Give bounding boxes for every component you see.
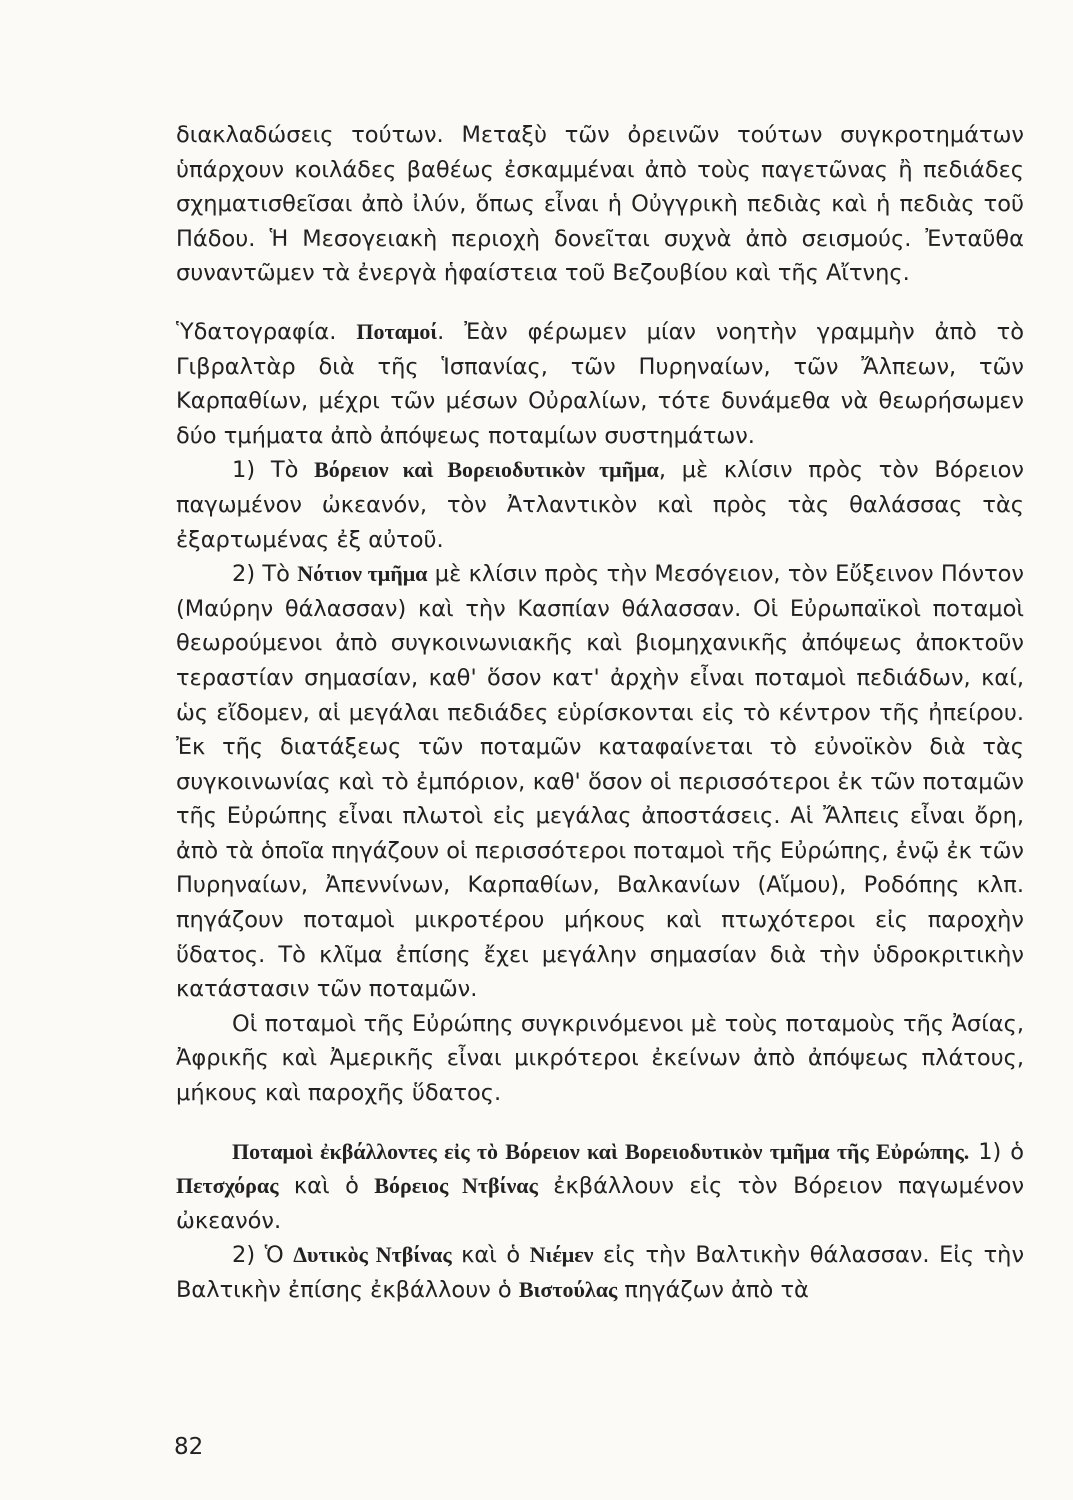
paragraph-northern-section: [176, 453, 1024, 557]
text-run: καὶ ὁ: [278, 1173, 375, 1200]
text-run: 2) Ὁ: [232, 1242, 294, 1269]
text-run: ἐκβάλλουν εἰς τὸν Βόρειον παγωμένον ὠκεανόν.: [176, 1173, 1025, 1234]
text-run: εἰς τὴν Βαλτικὴν θάλασσαν. Εἰς τὴν Βαλτικὴν ἐπίσης ἐκβάλλουν ὁ: [176, 1242, 1025, 1303]
text-run: πηγάζων ἀπὸ τὰ: [617, 1277, 809, 1303]
text-run: καὶ ὁ: [451, 1242, 530, 1269]
paragraph-mountains: [176, 118, 1024, 291]
bold-term: Νότιον τμῆμα: [297, 561, 428, 587]
river-name: Νιέμεν: [529, 1242, 594, 1268]
text-run: μὲ κλίσιν πρὸς τὴν Μεσόγειον, τὸν Εὔξεινον Πόντον (Μαύρην θάλασσαν) καὶ τὴν Κασπίαν θάλασσαν. Οἱ Εὐρωπαϊκοὶ ποταμοὶ θεωρούμενοι ἀπὸ συγκοινωνιακῆς καὶ βιομηχανικῆς ἀπόψεως ἀποκτοῦν τεραστίαν σημασίαν, καθ' ὅσον κατ' ἀρχὴν εἶναι ποταμοὶ πεδιάδων, καί, ὡς εἴδομεν, αἱ μεγάλαι πεδιάδες εὑρίσκονται εἰς τὸ κέντρον τῆς ἠπείρου. Ἐκ τῆς διατάξεως τῶν ποταμῶν καταφαίνεται τὸ εὐνοϊκὸν διὰ τὰς συγκοινωνίας καὶ τὸ ἐμπόριον, καθ' ὅσον οἱ περισσότεροι ἐκ τῶν ποταμῶν τῆς Εὐρώπης εἶναι πλωτοὶ εἰς μεγάλας ἀποστάσεις. Αἱ Ἄλπεις εἶναι ὄρη, ἀπὸ τὰ ὁποῖα πηγάζουν οἱ περισσότεροι ποταμοὶ τῆς Εὐρώπης, ἐνῷ ἐκ τῶν Πυρηναίων, Ἀπεννίνων, Καρπαθίων, Βαλκανίων (Αἵμου), Ροδόπης κλπ. πηγάζουν ποταμοὶ μικροτέρου μήκους καὶ πτωχότεροι εἰς παροχὴν ὕδατος. Τὸ κλῖμα ἐπίσης ἔχει μεγάλην σημασίαν διὰ τὴν ὑδροκριτικὴν κατάστασιν τῶν ποταμῶν.: [176, 561, 1024, 1003]
paragraph-southern-section: [176, 557, 1024, 1007]
text-run: 2) Τὸ: [232, 561, 298, 588]
paragraph-baltic-rivers: [176, 1238, 1024, 1307]
section-heading: Ὑδατογραφία.: [176, 318, 357, 345]
river-name: Βόρειος Ντβίνας: [374, 1173, 538, 1199]
subsection-heading: Ποταμοὶ ἐκβάλλοντες εἰς τὸ Βόρειον καὶ Βορειοδυτικὸν τμῆμα τῆς Εὐρώπης.: [232, 1138, 970, 1164]
bold-term: Ποταμοί: [356, 318, 438, 344]
paragraph-hydrography: [176, 315, 1024, 453]
river-name: Δυτικὸς Ντβίνας: [293, 1242, 452, 1268]
text-run: διακλαδώσεις τούτων. Μεταξὺ τῶν ὀρεινῶν τούτων συγκροτημάτων ὑπάρχουν κοιλάδες βαθέως ἐσκαμμέναι ἀπὸ τοὺς παγετῶνας ἢ πεδιάδες σχηματισθεῖσαι ἀπὸ ἰλύν, ὅπως εἶναι ἡ Οὐγγρικὴ πεδιὰς καὶ ἡ πεδιὰς τοῦ Πάδου. Ἡ Μεσογειακὴ περιοχὴ δονεῖται συχνὰ ἀπὸ σεισμούς. Ἐνταῦθα συναντῶμεν τὰ ἐνεργὰ ἡφαίστεια τοῦ Βεζουβίου καὶ τῆς Αἴτνης.: [176, 122, 1024, 287]
text-run: . Ἐὰν φέρωμεν μίαν νοητὴν γραμμὴν ἀπὸ τὸ Γιβραλτὰρ διὰ τῆς Ἱσπανίας, τῶν Πυρηναίων, τῶν Ἄλπεων, τῶν Καρπαθίων, μέχρι τῶν μέσων Οὐραλίων, τότε δυνάμεθα νὰ θεωρήσωμεν δύο τμήματα ἀπὸ ἀπόψεως ποταμίων συστημάτων.: [176, 318, 1024, 449]
paragraph-comparison: [176, 1007, 1024, 1111]
bold-term: Βόρειον καὶ Βορειοδυτικὸν τμῆμα: [314, 457, 659, 483]
page-number: 82: [174, 1434, 204, 1460]
body-text: [176, 118, 1024, 1308]
text-run: , μὲ κλίσιν πρὸς τὸν Βόρειον παγωμένον ὠκεανόν, τὸν Ἀτλαντικὸν καὶ πρὸς τὰς θαλάσσας τὰς ἐξαρτωμένας ἐξ αὐτοῦ.: [176, 457, 1024, 553]
text-run: 1) ὁ: [969, 1138, 1024, 1165]
text-run: Οἱ ποταμοὶ τῆς Εὐρώπης συγκρινόμενοι μὲ τοὺς ποταμοὺς τῆς Ἀσίας, Ἀφρικῆς καὶ Ἀμερικῆς εἶναι μικρότεροι ἐκείνων ἀπὸ ἀπόψεως πλάτους, μήκους καὶ παροχῆς ὕδατος.: [176, 1010, 1024, 1107]
paragraph-northern-rivers: [176, 1135, 1024, 1239]
text-run: 1) Τὸ: [232, 457, 315, 484]
river-name: Πετσχόρας: [176, 1173, 279, 1199]
river-name: Βιστούλας: [518, 1277, 618, 1302]
